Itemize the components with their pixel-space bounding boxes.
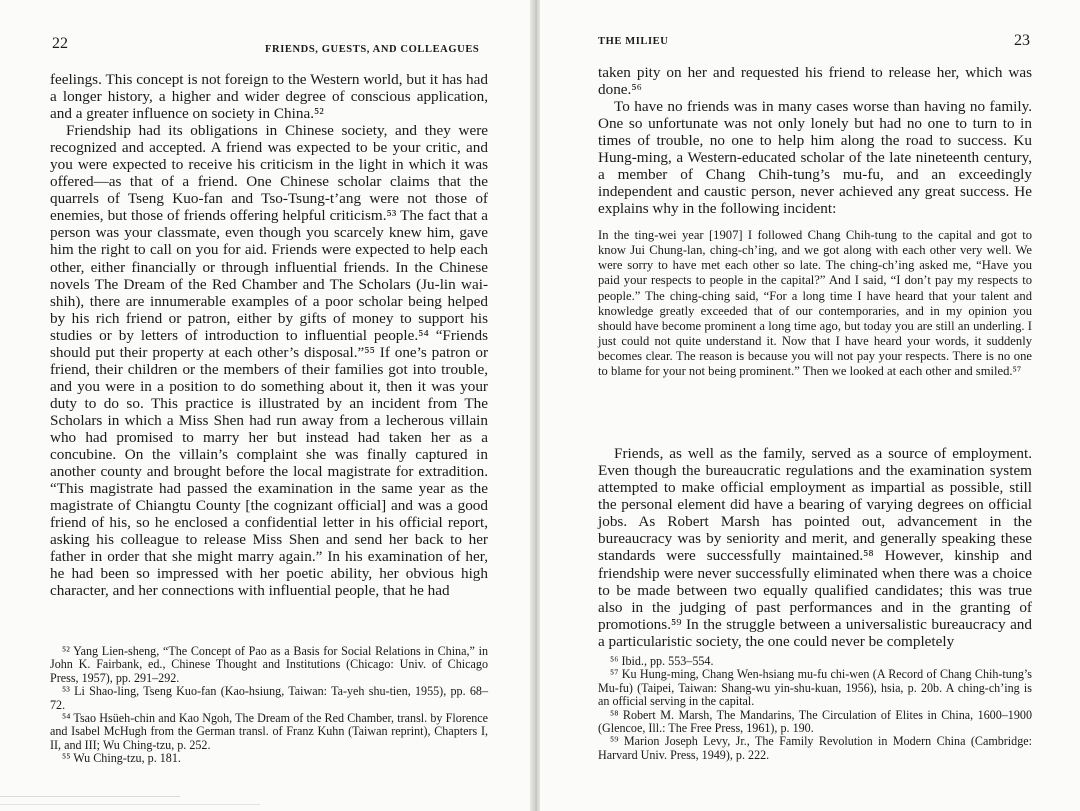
footnote: ⁵⁷ Ku Hung-ming, Chang Wen-hsiang mu-fu chi-wen (A Record of Chang Chih-tung’s Mu-fu) (Taipei, Taiwan: Shang-wu yin-shu-kuan, 1956), hsia, p. 20b. A ching-ch’ing is an official serving in the capital.	[598, 667, 1032, 709]
running-head: THE MILIEU	[598, 36, 669, 47]
footnote: ⁵⁸ Robert M. Marsh, The Mandarins, The Circulation of Elites in China, 1600–1900 (Glencoe, Ill.: The Free Press, 1961), p. 190.	[598, 707, 1032, 736]
paragraph: Friendship had its obligations in Chinese society, and they were recognized and accepted. A friend was expected to be your critic, and you were expected to receive his criticism in the light in which it was offered—as that of a friend. One Chinese scholar claims that the quarrels of Tseng Kuo-fan and Tso-Tsung-t’ang were not those of enemies, but those of friends offering helpful criticism.⁵³ The fact that a person was your classmate, even though you scarcely knew him, gave him the right to call on you for aid. Friends were expected to help each other, either financially or through influential friends. In the Chinese novels The Dream of the Red Chamber and The Scholars (Ju-lin wai-shih), there are innumerable examples of a poor scholar being helped by his rich friend or patron, either by gifts of money to support his studies or by letters of introduction to influential people.⁵⁴ “Friends should put their property at each other’s disposal.”⁵⁵ If one’s patron or friend, their children or the members of their families got into trouble, and you were in a position to do something about it, then it was your duty to do so. This practice is illustrated by an incident from The Scholars in which a Miss Shen had run away from a lecherous villain who had promised to marry her but instead had taken her as a concubine. On the villain’s complaint she was finally captured in another county and brought before the local magistrate for extradition. “This magistrate had passed the examination in the same year as the magistrate of Chiangtu County [the cognizant official] and was a good friend of his, so he enclosed a confidential letter in his official report, asking his colleague to release Miss Shen and send her back to her father in order that she might marry again.” In his examination of her, he had been so impressed with her poetic ability, her obvious high character, and her connections with influential people, that he had	[50, 122, 488, 600]
paragraph: Friends, as well as the family, served as a source of employment. Even though the bureaucratic regulations and the examination system attempted to make official employment as impartial as possible, still the personal element did have a bearing of varying degrees on official jobs. As Robert Marsh has pointed out, advancement in the bureaucracy was by seniority and merit, and generally speaking these standards were successfully maintained.⁵⁸ However, kinship and friendship were never successfully eliminated when there was a choice to be made between two equally qualified candidates; this was true also in the judging of past performances and in the granting of promotions.⁵⁹ In the struggle between a universalistic bureaucracy and a particularistic society, the one could never be completely	[598, 445, 1032, 650]
footnotes	[50, 645, 488, 766]
paragraph: taken pity on her and requested his friend to release her, which was done.⁵⁶	[598, 64, 1032, 99]
footnotes	[598, 655, 1032, 762]
footnote: ⁵² Yang Lien-sheng, “The Concept of Pao as a Basis for Social Relations in China,” in John K. Fairbank, ed., Chinese Thought and Institutions (Chicago: Univ. of Chicago Press, 1957), pp. 291–292.	[50, 644, 488, 685]
footnote: ⁵⁵ Wu Ching-tzu, p. 181.	[62, 751, 181, 766]
block-quote: In the ting-wei year [1907] I followed Chang Chih-tung to the capital and got to know Jui Chung-lan, ching-ch’ing, and we got along with each other very well. We were sorry to have met each other so late. The ching-ch’ing asked me, “Have you paid your respects to people in the capital?” And I said, “I don’t pay my respects to people.” The ching-ching said, “For a long time I have heard that your talent and knowledge greatly exceeded that of our contemporaries, and in my opinion you should have become prominent a long time ago, but today you are still an underling. I just could not quite understand it. Now that I have heard your words, it suddenly becomes clear. The reason is because you will not pay your respects. There is no one to blame for your not being prominent.” Then we looked at each other and smiled.⁵⁷	[598, 228, 1032, 379]
footnote: ⁵⁹ Marion Joseph Levy, Jr., The Family Revolution in Modern China (Cambridge: Harvard Univ. Press, 1949), p. 222.	[598, 734, 1032, 762]
left-page	[0, 0, 532, 811]
paragraph: To have no friends was in many cases worse than having no family. One so unfortunate was not only lonely but had no one to turn to in times of trouble, no one to help him along the road to success. Ku Hung-ming, a Western-educated scholar of the late nineteenth century, a member of Chang Chih-tung’s mu-fu, and an exceedingly independent and caustic person, never achieved any great success. He explains why in the following incident:	[598, 98, 1032, 218]
footnote: ⁵⁶ Ibid., pp. 553–554.	[610, 654, 714, 668]
body-text	[598, 64, 1032, 217]
scan-edge-mark	[0, 804, 260, 805]
running-head: FRIENDS, GUESTS, AND COLLEAGUES	[265, 44, 480, 55]
scan-edge-mark	[0, 796, 180, 797]
right-page	[540, 0, 1080, 811]
paragraph: feelings. This concept is not foreign to the Western world, but it has had a longer history, a higher and wider degree of conscious application, and a greater influence on society in China.⁵²	[50, 71, 488, 123]
footnote: ⁵⁴ Tsao Hsüeh-chin and Kao Ngoh, The Dream of the Red Chamber, transl. by Florence and Isabel McHugh from the German transl. of Franz Kuhn (Taiwan reprint), Chapters I, II, and III; Wu Ching-tzu, p. 252.	[50, 711, 488, 752]
page-number: 23	[1014, 32, 1030, 49]
body-text	[50, 71, 488, 599]
page-number: 22	[52, 35, 68, 52]
footnote: ⁵³ Li Shao-ling, Tseng Kuo-fan (Kao-hsiung, Taiwan: Ta-yeh shu-tien, 1955), pp. 68–72.	[50, 684, 488, 712]
body-text	[598, 430, 1032, 665]
